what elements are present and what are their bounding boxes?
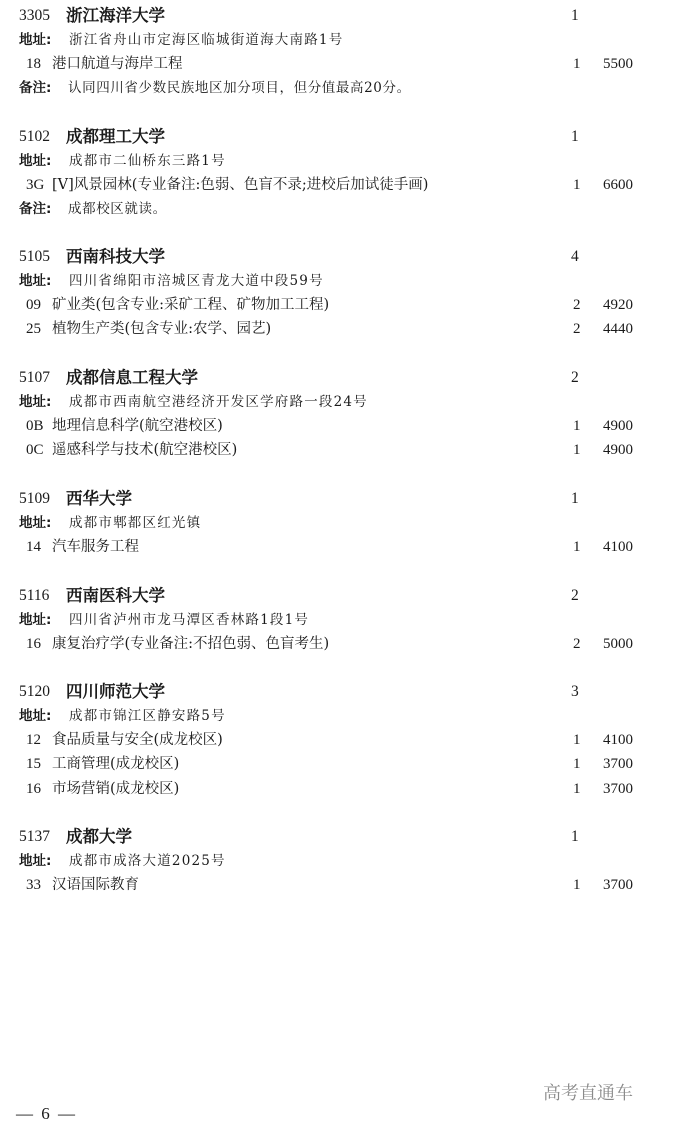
school-plan-count: 2 (571, 587, 579, 604)
school-block (0, 125, 680, 222)
school-code: 5137 (19, 828, 50, 845)
major-code: 14 (26, 539, 41, 556)
school-header (0, 4, 680, 28)
major-name: 工商管理(成龙校区) (52, 756, 180, 773)
major-plan-count: 1 (573, 877, 581, 894)
school-plan-count: 4 (571, 248, 579, 265)
school-header (0, 680, 680, 704)
school-address (0, 149, 680, 173)
major-row (0, 632, 680, 656)
major-code: 0C (26, 442, 44, 459)
major-tuition: 4440 (603, 321, 633, 338)
school-name: 四川师范大学 (66, 682, 165, 701)
major-tuition: 4100 (603, 732, 633, 749)
major-plan-count: 1 (573, 442, 581, 459)
major-code: 0B (26, 418, 44, 435)
major-row (0, 52, 680, 76)
address-label: 地址: (19, 612, 52, 628)
major-tuition: 6600 (603, 177, 633, 194)
major-plan-count: 1 (573, 756, 581, 773)
school-name: 成都理工大学 (66, 127, 165, 146)
school-name: 成都信息工程大学 (66, 368, 198, 387)
school-block (0, 366, 680, 463)
school-header (0, 245, 680, 269)
major-row (0, 293, 680, 317)
school-block (0, 487, 680, 559)
major-name: 植物生产类(包含专业:农学、园艺) (52, 321, 272, 338)
major-row (0, 173, 680, 197)
major-name: 汽车服务工程 (52, 539, 139, 556)
school-block (0, 245, 680, 342)
address-value: 成都市锦江区静安路5号 (69, 708, 226, 724)
school-name: 西南科技大学 (66, 247, 165, 266)
major-plan-count: 2 (573, 321, 581, 338)
school-code: 5105 (19, 248, 50, 265)
major-plan-count: 1 (573, 780, 581, 797)
school-plan-count: 2 (571, 369, 579, 386)
major-row (0, 777, 680, 801)
note-value: 成都校区就读。 (68, 201, 167, 218)
address-value: 成都市西南航空港经济开发区学府路一段24号 (69, 394, 368, 410)
school-header (0, 584, 680, 608)
major-row (0, 535, 680, 559)
school-note (0, 76, 680, 100)
major-name: 食品质量与安全(成龙校区) (52, 732, 223, 749)
address-label: 地址: (19, 32, 52, 48)
major-row (0, 438, 680, 462)
major-row (0, 752, 680, 776)
major-plan-count: 1 (573, 732, 581, 749)
address-label: 地址: (19, 853, 52, 869)
major-row (0, 414, 680, 438)
major-row (0, 873, 680, 897)
address-label: 地址: (19, 708, 52, 724)
major-tuition: 4900 (603, 418, 633, 435)
school-address (0, 608, 680, 632)
school-code: 5102 (19, 128, 50, 145)
school-plan-count: 1 (571, 490, 579, 507)
major-code: 16 (26, 780, 41, 797)
watermark: 高考直通车 (543, 1083, 633, 1104)
major-code: 33 (26, 877, 41, 894)
school-plan-count: 1 (571, 828, 579, 845)
major-plan-count: 1 (573, 177, 581, 194)
major-plan-count: 2 (573, 297, 581, 314)
major-name: 市场营销(成龙校区) (52, 780, 180, 797)
address-value: 浙江省舟山市定海区临城街道海大南路1号 (69, 32, 344, 48)
major-tuition: 4900 (603, 442, 633, 459)
note-value: 认同四川省少数民族地区加分项目，但分值最高20分。 (68, 80, 411, 97)
school-header (0, 487, 680, 511)
major-code: 18 (26, 56, 41, 73)
school-block (0, 4, 680, 101)
school-name: 西南医科大学 (66, 586, 165, 605)
address-value: 成都市二仙桥东三路1号 (69, 153, 226, 169)
address-label: 地址: (19, 273, 52, 289)
major-name: 矿业类(包含专业:采矿工程、矿物加工工程) (52, 297, 330, 314)
school-name: 西华大学 (66, 489, 132, 508)
school-header (0, 825, 680, 849)
major-tuition: 3700 (603, 756, 633, 773)
school-name: 浙江海洋大学 (66, 6, 165, 25)
school-address (0, 269, 680, 293)
major-name: 汉语国际教育 (52, 877, 139, 894)
school-plan-count: 3 (571, 683, 579, 700)
major-plan-count: 2 (573, 636, 581, 653)
page-number: — 6 — (16, 1104, 77, 1123)
address-label: 地址: (19, 515, 52, 531)
school-address (0, 28, 680, 52)
major-tuition: 3700 (603, 877, 633, 894)
major-plan-count: 1 (573, 539, 581, 556)
major-code: 15 (26, 756, 41, 773)
major-name: 港口航道与海岸工程 (52, 56, 183, 73)
school-block (0, 584, 680, 656)
note-label: 备注: (19, 201, 52, 218)
school-address (0, 704, 680, 728)
school-code: 5109 (19, 490, 50, 507)
address-value: 成都市郫都区红光镇 (69, 515, 202, 531)
school-plan-count: 1 (571, 128, 579, 145)
major-code: 16 (26, 636, 41, 653)
major-name: 地理信息科学(航空港校区) (52, 418, 223, 435)
school-plan-count: 1 (571, 7, 579, 24)
school-code: 5120 (19, 683, 50, 700)
major-name: 遥感科学与技术(航空港校区) (52, 442, 238, 459)
school-code: 3305 (19, 7, 50, 24)
address-label: 地址: (19, 394, 52, 410)
school-block (0, 825, 680, 897)
major-tuition: 4100 (603, 539, 633, 556)
major-tuition: 5500 (603, 56, 633, 73)
school-header (0, 366, 680, 390)
address-value: 成都市成洛大道2025号 (69, 853, 226, 869)
school-address (0, 390, 680, 414)
major-code: 3G (26, 177, 45, 194)
major-plan-count: 1 (573, 418, 581, 435)
address-value: 四川省泸州市龙马潭区香林路1段1号 (69, 612, 310, 628)
major-row (0, 317, 680, 341)
major-code: 12 (26, 732, 41, 749)
school-code: 5116 (19, 587, 50, 604)
school-note (0, 197, 680, 221)
address-label: 地址: (19, 153, 52, 169)
major-name: [Ⅴ]风景园林(专业备注:色弱、色盲不录;进校后加试徒手画) (52, 177, 429, 194)
major-code: 25 (26, 321, 41, 338)
major-plan-count: 1 (573, 56, 581, 73)
school-address (0, 849, 680, 873)
major-row (0, 728, 680, 752)
address-value: 四川省绵阳市涪城区青龙大道中段59号 (69, 273, 324, 289)
note-label: 备注: (19, 80, 52, 97)
school-address (0, 511, 680, 535)
major-tuition: 5000 (603, 636, 633, 653)
major-code: 09 (26, 297, 41, 314)
major-name: 康复治疗学(专业备注:不招色弱、色盲考生) (52, 636, 330, 653)
school-block (0, 680, 680, 801)
school-code: 5107 (19, 369, 50, 386)
school-name: 成都大学 (66, 827, 132, 846)
school-header (0, 125, 680, 149)
major-tuition: 3700 (603, 780, 633, 797)
major-tuition: 4920 (603, 297, 633, 314)
